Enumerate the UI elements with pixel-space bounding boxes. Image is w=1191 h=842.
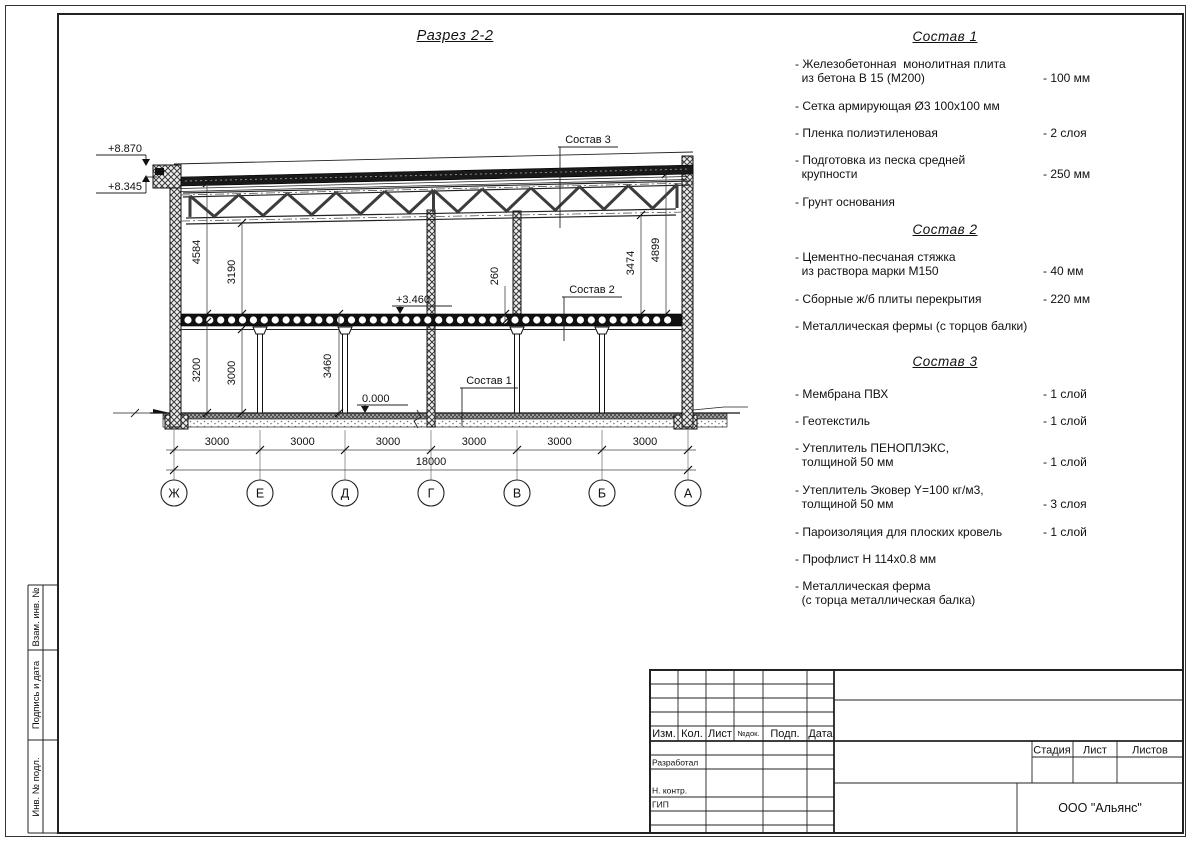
tb-stage: Стадия bbox=[1033, 744, 1071, 757]
stamp-label-inv: Инв. № подл. bbox=[31, 757, 42, 817]
material-name: - Цементно-песчаная стяжка из раствора марки М150 bbox=[795, 250, 956, 278]
elev-zero: 0.000 bbox=[362, 393, 390, 405]
leader-sostav3: Состав 3 bbox=[565, 134, 611, 146]
material-quantity: - 1 слой bbox=[1043, 414, 1087, 428]
tb-col-kol: Кол. bbox=[681, 728, 703, 740]
tb-col-izm: Изм. bbox=[652, 728, 676, 740]
material-name: - Грунт основания bbox=[795, 195, 895, 209]
material-quantity: - 1 слой bbox=[1043, 525, 1087, 539]
tb-role-ncontrol: Н. контр. bbox=[652, 785, 688, 796]
material-quantity: - 250 мм bbox=[1043, 167, 1091, 181]
stamp-label-podpis: Подпись и дата bbox=[31, 660, 42, 730]
axis-bubble-label: Е bbox=[255, 486, 265, 501]
horizontal-dimensions bbox=[161, 430, 701, 506]
dimension-text: 3460 bbox=[322, 353, 334, 379]
dimension-text: 3190 bbox=[226, 259, 238, 285]
composition-heading: Состав 3 bbox=[912, 354, 978, 369]
span-dimension: 3000 bbox=[375, 436, 401, 448]
material-name: - Утеплитель Эковер Y=100 кг/м3, толщиной 50 мм bbox=[795, 483, 984, 511]
axis-bubble-label: Ж bbox=[168, 486, 180, 501]
composition-heading: Состав 1 bbox=[912, 29, 978, 44]
dimension-text: 4899 bbox=[650, 237, 662, 263]
axis-bubble-label: Г bbox=[427, 486, 435, 501]
material-quantity: - 100 мм bbox=[1043, 71, 1091, 85]
elev-floor2: +3.460 bbox=[396, 294, 430, 306]
axis-bubble-label: А bbox=[683, 486, 693, 501]
material-name: - Геотекстиль bbox=[795, 414, 870, 428]
material-name: - Сетка армирующая Ø3 100х100 мм bbox=[795, 99, 1000, 113]
material-name: - Пленка полиэтиленовая bbox=[795, 126, 938, 140]
material-quantity: - 2 слоя bbox=[1043, 126, 1087, 140]
tb-company: ООО "Альянс" bbox=[1058, 801, 1142, 815]
material-name: - Пароизоляция для плоских кровель bbox=[795, 525, 1003, 539]
tb-role-developer: Разработал bbox=[652, 757, 699, 768]
material-name: - Железобетонная монолитная плита из бетона В 15 (М200) bbox=[795, 57, 1006, 85]
dimension-text: 3200 bbox=[191, 357, 203, 383]
material-name: - Мембрана ПВХ bbox=[795, 387, 889, 401]
material-quantity: - 1 слой bbox=[1043, 387, 1087, 401]
building-section bbox=[113, 152, 748, 429]
dimension-text: 3474 bbox=[625, 250, 637, 276]
composition-heading: Состав 2 bbox=[912, 222, 978, 237]
total-dimension: 18000 bbox=[415, 456, 447, 468]
material-quantity: - 3 слоя bbox=[1043, 497, 1087, 511]
tb-col-ndok: №док. bbox=[737, 729, 760, 738]
material-name: - Утеплитель ПЕНОПЛЭКС, толщиной 50 мм bbox=[795, 441, 950, 469]
span-dimension: 3000 bbox=[204, 436, 230, 448]
material-quantity: - 40 мм bbox=[1043, 264, 1084, 278]
axis-bubble-label: Б bbox=[597, 486, 607, 501]
span-dimension: 3000 bbox=[461, 436, 487, 448]
tb-role-gip: ГИП bbox=[652, 799, 669, 810]
elev-roof: +8.345 bbox=[108, 181, 142, 193]
material-name: - Подготовка из песка средней крупности bbox=[795, 153, 966, 181]
dimension-text: 4584 bbox=[191, 239, 203, 265]
material-name: - Профлист Н 114х0.8 мм bbox=[795, 552, 937, 566]
material-name: - Металлическая ферма (с торца металлическая балка) bbox=[795, 579, 976, 607]
span-dimension: 3000 bbox=[632, 436, 658, 448]
axis-bubble-label: Д bbox=[340, 486, 350, 501]
dimension-text: 3000 bbox=[226, 360, 238, 386]
material-quantity: - 220 мм bbox=[1043, 292, 1091, 306]
material-name: - Металлическая фермы (с торцов балки) bbox=[795, 319, 1028, 333]
tb-col-podp: Подп. bbox=[770, 728, 800, 740]
section-title: Разрез 2-2 bbox=[416, 28, 494, 44]
tb-col-data: Дата bbox=[808, 728, 833, 740]
span-dimension: 3000 bbox=[290, 436, 315, 448]
material-name: - Сборные ж/б плиты перекрытия bbox=[795, 292, 982, 306]
elev-parapet: +8.870 bbox=[108, 143, 142, 155]
tb-col-list: Лист bbox=[708, 728, 732, 740]
dimension-text: 260 bbox=[489, 266, 501, 286]
tb-sheet: Лист bbox=[1083, 744, 1107, 757]
leader-sostav2: Состав 2 bbox=[569, 284, 615, 296]
material-quantity: - 1 слой bbox=[1043, 455, 1087, 469]
span-dimension: 3000 bbox=[547, 436, 572, 448]
axis-bubble-label: В bbox=[512, 486, 522, 501]
title-block bbox=[650, 670, 1183, 833]
leader-sostav1: Состав 1 bbox=[466, 375, 512, 387]
stamp-label-vzam: Взам. инв. № bbox=[31, 587, 42, 647]
tb-sheets: Листов bbox=[1132, 744, 1168, 757]
